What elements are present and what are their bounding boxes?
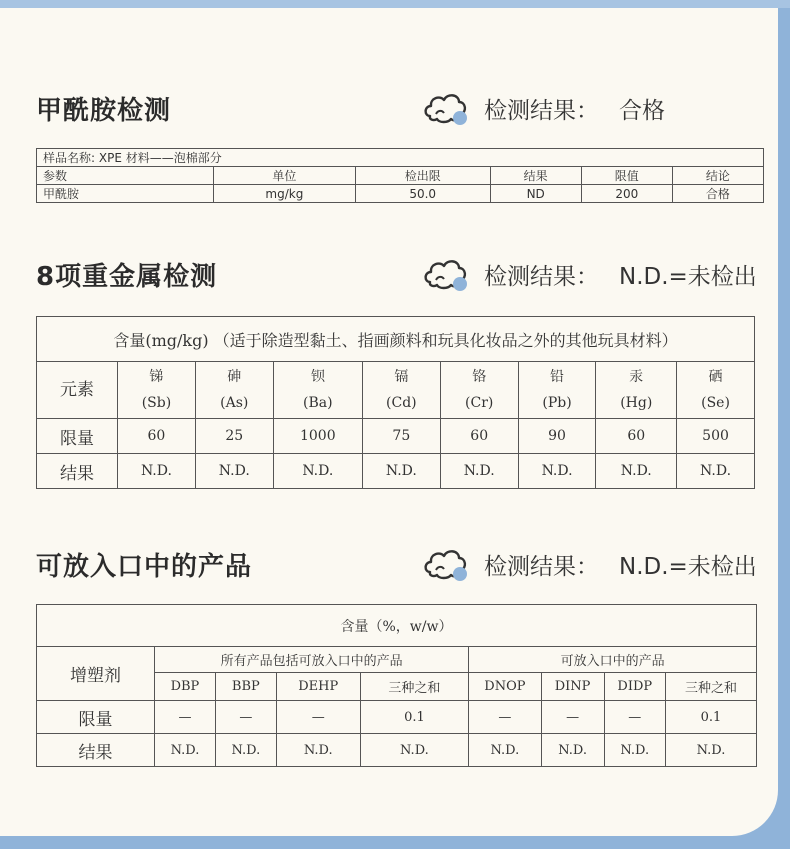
element-row (37, 362, 755, 419)
cell: N.D. (469, 734, 541, 767)
cell: 200 (581, 185, 672, 203)
cotton-cloud-icon (422, 88, 470, 128)
cell: 60 (118, 419, 196, 454)
header-cell: 限值 (581, 167, 672, 185)
element-cell: 砷 (As) (195, 362, 273, 419)
plasticizer-table (36, 604, 757, 767)
cell: N.D. (155, 734, 216, 767)
header-cell: 检出限 (355, 167, 490, 185)
cell: 60 (440, 419, 518, 454)
cell: N.D. (677, 454, 755, 489)
group-row (37, 647, 757, 673)
cell: mg/kg (214, 185, 356, 203)
table-header: 含量（%，w/w） (37, 605, 757, 647)
formamide-result (422, 88, 665, 128)
cell: N.D. (215, 734, 276, 767)
column-header: DEHP (276, 673, 360, 701)
group-header: 可放入口中的产品 (469, 647, 757, 673)
limit-row (37, 419, 755, 454)
cell: N.D. (596, 454, 677, 489)
result-label: 检测结果： (484, 263, 599, 290)
result-row (37, 454, 755, 489)
formamide-table (36, 148, 764, 203)
top-bar (0, 0, 790, 8)
element-cell: 锑 (Sb) (118, 362, 196, 419)
cell: — (276, 701, 360, 734)
mouth-products-result (422, 544, 757, 584)
limit-row (37, 701, 757, 734)
column-header: DIDP (604, 673, 665, 701)
cell: 甲酰胺 (37, 185, 214, 203)
header-cell: 结论 (672, 167, 763, 185)
cell: 60 (596, 419, 677, 454)
column-header: DNOP (469, 673, 541, 701)
heavy-metal-result (422, 254, 757, 294)
cell: ND (490, 185, 581, 203)
row-label: 增塑剂 (37, 647, 155, 701)
result-row (37, 734, 757, 767)
cell: 0.1 (665, 701, 756, 734)
element-cell: 镉 (Cd) (362, 362, 440, 419)
cell: 90 (518, 419, 596, 454)
result-value: 合格 (619, 97, 665, 124)
cell: 50.0 (355, 185, 490, 203)
cell: — (541, 701, 604, 734)
formamide-title: 甲酰胺检测 (36, 96, 172, 126)
heavy-metal-table (36, 316, 755, 489)
column-header: DINP (541, 673, 604, 701)
group-header: 所有产品包括可放入口中的产品 (155, 647, 469, 673)
cell: 25 (195, 419, 273, 454)
cell: N.D. (118, 454, 196, 489)
mouth-products-title: 可放入口中的产品 (36, 552, 253, 582)
row-label: 结果 (37, 454, 118, 489)
element-cell: 硒 (Se) (677, 362, 755, 419)
element-cell: 钡 (Ba) (273, 362, 362, 419)
cell: 1000 (273, 419, 362, 454)
sample-name: 样品名称: XPE 材料——泡棉部分 (37, 149, 764, 167)
column-header: 三种之和 (360, 673, 469, 701)
cotton-cloud-icon (422, 544, 470, 584)
header-cell: 参数 (37, 167, 214, 185)
cell: — (469, 701, 541, 734)
header-cell: 结果 (490, 167, 581, 185)
header-cell: 单位 (214, 167, 356, 185)
cell: N.D. (440, 454, 518, 489)
cell: — (215, 701, 276, 734)
cell: 0.1 (360, 701, 469, 734)
element-cell: 铬 (Cr) (440, 362, 518, 419)
column-header: DBP (155, 673, 216, 701)
element-cell: 汞 (Hg) (596, 362, 677, 419)
cell: 合格 (672, 185, 763, 203)
table-header-row (37, 167, 764, 185)
cell: 75 (362, 419, 440, 454)
cell: N.D. (541, 734, 604, 767)
cell: N.D. (276, 734, 360, 767)
cell: N.D. (665, 734, 756, 767)
heavy-metal-title: 8项重金属检测 (36, 262, 218, 292)
element-cell: 铅 (Pb) (518, 362, 596, 419)
cell: — (604, 701, 665, 734)
column-header: 三种之和 (665, 673, 756, 701)
cell: N.D. (360, 734, 469, 767)
cell: N.D. (362, 454, 440, 489)
cotton-cloud-icon (422, 254, 470, 294)
table-header: 含量(mg/kg) （适于除造型黏土、指画颜料和玩具化妆品之外的其他玩具材料） (37, 317, 755, 362)
row-label: 元素 (37, 362, 118, 419)
table-row (37, 185, 764, 203)
result-label: 检测结果： (484, 553, 599, 580)
result-value: N.D.=未检出 (619, 553, 757, 580)
cell: — (155, 701, 216, 734)
cell: N.D. (273, 454, 362, 489)
column-header: BBP (215, 673, 276, 701)
row-label: 限量 (37, 701, 155, 734)
result-value: N.D.=未检出 (619, 263, 757, 290)
result-label: 检测结果： (484, 97, 599, 124)
cell: N.D. (195, 454, 273, 489)
row-label: 限量 (37, 419, 118, 454)
row-label: 结果 (37, 734, 155, 767)
cell: N.D. (604, 734, 665, 767)
cell: N.D. (518, 454, 596, 489)
cell: 500 (677, 419, 755, 454)
